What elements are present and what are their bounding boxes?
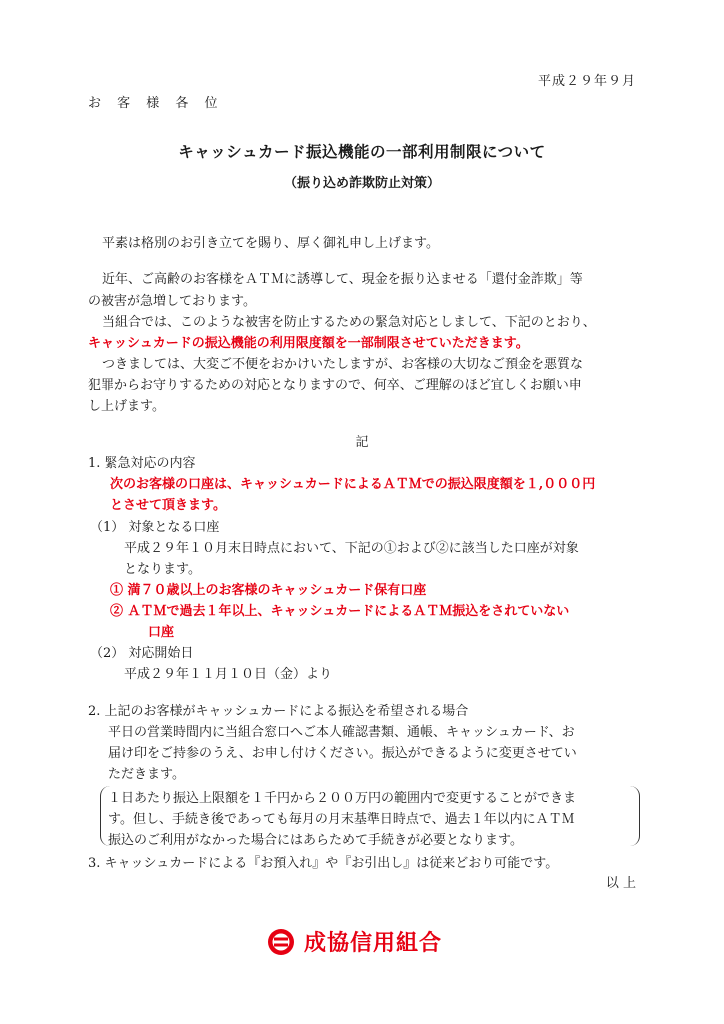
credit-union-logo	[266, 926, 442, 957]
section-1-limit-line-2: とさせて頂きます。	[110, 498, 226, 513]
section-2-line-2: 届け印をご持参のうえ、お申し付けください。振込ができるように変更させてい	[108, 746, 577, 761]
condition-1: ① 満７０歳以上のお客様のキャッシュカード保有口座	[110, 583, 427, 598]
target-account-line-2: となります。	[124, 562, 201, 577]
section-2-heading: 2. 上記のお客様がキャッシュカードによる振込を希望される場合	[88, 704, 469, 719]
note-line-2: す。但し、手続き後であっても毎月の月末基準日時点で、過去１年以内にＡＴＭ	[108, 812, 575, 827]
note-line-3: 振込のご利用がなかった場合にはあらためて手続きが必要となります。	[108, 833, 523, 848]
section-2-line-3: ただきます。	[108, 767, 185, 782]
credit-union-name: 成協信用組合	[304, 931, 443, 956]
credit-union-mark-icon	[266, 927, 296, 957]
section-3-line: 3. キャッシュカードによる『お預入れ』や『お引出し』は従来どおり可能です。	[88, 856, 559, 871]
condition-2-line-1: ② ＡＴＭで過去１年以上、キャッシュカードによるＡＴＭ振込をされていない	[110, 604, 570, 619]
paragraph-4-line-3: し上げます。	[88, 399, 165, 414]
document-title: キャッシュカード振込機能の一部利用制限について	[178, 142, 546, 161]
ki-heading: 記	[355, 435, 369, 450]
document-date: 平成２９年９月	[537, 74, 636, 89]
paragraph-3-line-1: 当組合では、このような被害を防止するための緊急対応としまして、下記のとおり、	[102, 315, 596, 330]
addressee: お 客 様 各 位	[88, 96, 224, 111]
start-date-value: 平成２９年１１月１０日（金）より	[124, 667, 333, 682]
section-1-heading: 1. 緊急対応の内容	[88, 456, 196, 471]
closing-ijou: 以 上	[605, 876, 636, 891]
paragraph-2-line-2: の被害が急増しております。	[88, 294, 256, 309]
section-1-limit-line-1: 次のお客様の口座は、キャッシュカードによるＡＴＭでの振込限度額を１,０００円	[110, 477, 596, 492]
target-account-heading: （1） 対象となる口座	[90, 520, 220, 535]
target-account-line-1: 平成２９年１０月末日時点において、下記の①および②に該当した口座が対象	[124, 541, 579, 556]
document-subtitle: （振り込め詐欺防止対策）	[283, 176, 440, 191]
greeting-paragraph: 平素は格別のお引き立てを賜り、厚く御礼申し上げます。	[102, 236, 439, 251]
condition-2-line-2: 口座	[148, 625, 175, 640]
section-2-line-1: 平日の営業時間内に当組合窓口へご本人確認書類、通帳、キャッシュカード、お	[108, 725, 575, 740]
note-line-1: １日あたり振込上限額を１千円から２００万円の範囲内で変更することができま	[108, 791, 577, 806]
paragraph-4-line-2: 犯罪からお守りするための対応となりますので、何卒、ご理解のほど宜しくお願い申	[88, 378, 582, 393]
paragraph-2-line-1: 近年、ご高齢のお客様をＡＴＭに誘導して、現金を振り込ませる「還付金詐欺」等	[102, 272, 583, 287]
start-date-heading: （2） 対応開始日	[90, 646, 194, 661]
paragraph-3-emphasis: キャッシュカードの振込機能の利用限度額を一部制限させていただきます。	[88, 336, 529, 351]
paragraph-4-line-1: つきましては、大変ご不便をおかけいたしますが、お客様の大切なご預金を悪質な	[102, 357, 584, 372]
